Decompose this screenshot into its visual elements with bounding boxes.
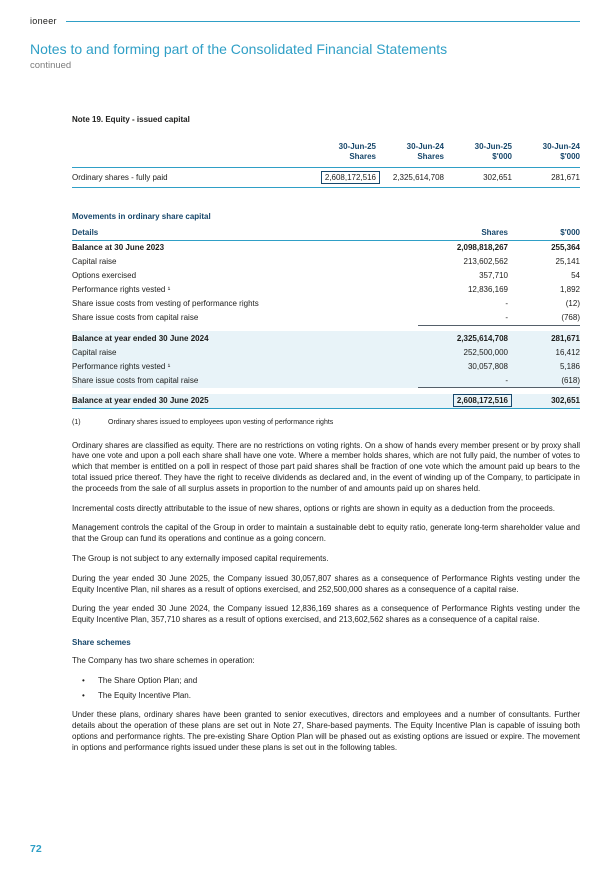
row-label: Balance at year ended 30 June 2025	[72, 394, 418, 409]
bullet-icon: •	[82, 675, 85, 685]
note-heading: Note 19. Equity - issued capital	[72, 114, 190, 124]
bullet-icon: •	[82, 690, 85, 700]
cell-shares: 357,710	[479, 271, 508, 281]
cell-shares: -	[418, 373, 508, 388]
row-label: Share issue costs from vesting of performance rights	[72, 299, 259, 309]
issued-capital-header-row	[72, 140, 580, 167]
page-number: 72	[30, 843, 42, 855]
cell-amount: 302,651	[508, 394, 580, 409]
footnote-marker: (1)	[72, 418, 81, 426]
row-label: Share issue costs from capital raise	[72, 373, 418, 388]
column-header-line: 30-Jun-25	[474, 141, 512, 151]
row-label: Ordinary shares - fully paid	[72, 167, 308, 187]
column-header	[512, 140, 580, 167]
row-label: Capital raise	[72, 257, 117, 267]
column-header	[444, 140, 512, 167]
column-header-amount: $'000	[508, 226, 580, 241]
share-schemes-heading: Share schemes	[72, 637, 131, 647]
row-label: Performance rights vested ¹	[72, 359, 418, 373]
row-label: Options exercised	[72, 271, 137, 281]
cell-amount-current: 302,651	[444, 167, 512, 187]
column-header-line: Shares	[349, 152, 376, 162]
column-header	[376, 140, 444, 167]
cell-amount: 25,141	[555, 257, 580, 267]
cell-shares: 213,602,562	[463, 257, 508, 267]
movements-row	[72, 373, 580, 388]
row-label: Balance at 30 June 2023	[72, 243, 165, 253]
movements-table	[72, 226, 580, 409]
column-header	[308, 140, 376, 167]
row-label: Capital raise	[72, 345, 418, 359]
movements-row	[72, 255, 580, 269]
paragraph: Ordinary shares are classified as equity. There are no restrictions on voting rights. On a show of hands every member present or by proxy shall have one vote and upon a poll each share shall have one vote. Where a member holds shares, which are not fully paid, the number of votes to which that member is entitled on a poll in respect of those part paid shares shall be fraction of one vote which the amount paid up bears to the total issued price thereof. They have the right to receive dividends as declared and, in the event of winding up of the Company, to participate in the proceeds from the sale of all surplus assets in proportion to the number of and amounts paid up on shares held.	[72, 440, 580, 493]
cell-amount: 255,364	[551, 243, 580, 253]
note-content	[72, 115, 580, 754]
column-header-line: 30-Jun-24	[542, 141, 580, 151]
row-label: Balance at year ended 30 June 2024	[72, 331, 418, 345]
row-label: Share issue costs from capital raise	[72, 313, 199, 323]
cell-shares: -	[505, 299, 508, 309]
title-block	[0, 26, 612, 71]
cell-shares: 12,836,169	[467, 285, 508, 295]
share-schemes-closing: Under these plans, ordinary shares have been granted to senior executives, directors and employees and a number of consultants. Further details about the operation of these plans are set out in Note 27, Share-based payments. The Equity Incentive Plan is capable of issuing both options and performance rights. The pre-existing Share Option Plan will be phased out as existing options are issued or expire. The movement in options and performance rights issued under these plans is set out in the following tables.	[72, 710, 580, 752]
movements-row	[72, 269, 580, 283]
cell-amount-prior: 281,671	[512, 167, 580, 187]
paragraph: Incremental costs directly attributable to the issue of new shares, options or rights are shown in equity as a deduction from the proceeds.	[72, 503, 555, 513]
page-subtitle: continued	[30, 59, 72, 71]
cell-shares: -	[418, 311, 508, 326]
column-header-line: Shares	[417, 152, 444, 162]
cell-amount: (12)	[565, 299, 580, 309]
brand-wordmark: ioneer	[30, 16, 57, 26]
movements-row	[72, 283, 580, 297]
column-header-line: 30-Jun-24	[406, 141, 444, 151]
movements-balance-row	[72, 331, 580, 345]
cell-shares: 2,098,818,267	[456, 243, 508, 253]
paragraph: During the year ended 30 June 2024, the Company issued 12,836,169 shares as a consequence of Performance Rights vesting under the Equity Incentive Plan, 357,710 shares as a result of options exercised, and 213,602,562 shares as a consequence of a capital raise.	[72, 604, 580, 625]
boxed-value: 2,608,172,516	[453, 394, 512, 407]
paragraph: Management controls the capital of the Group in order to maintain a sustainable debt to equity ratio, generate long-term shareholder value and that the Group can fund its operations and continue as a going concern.	[72, 523, 580, 544]
movements-row	[72, 297, 580, 311]
column-header-shares: Shares	[418, 226, 508, 241]
cell-shares-current	[308, 167, 376, 187]
column-header-line: $'000	[492, 152, 512, 162]
cell-amount: 54	[571, 271, 580, 281]
movements-row	[72, 240, 580, 255]
column-header-empty	[72, 140, 308, 167]
cell-shares: 252,500,000	[418, 345, 508, 359]
list-item	[72, 691, 580, 702]
cell-amount: 5,186	[508, 359, 580, 373]
column-header-line: 30-Jun-25	[338, 141, 376, 151]
column-header-line: $'000	[560, 152, 580, 162]
cell-amount: 16,412	[508, 345, 580, 359]
paragraph: The Group is not subject to any externally imposed capital requirements.	[72, 553, 329, 563]
cell-amount: (768)	[508, 311, 580, 326]
header-rule	[66, 21, 580, 22]
movements-row	[72, 359, 580, 373]
cell-shares	[418, 394, 508, 409]
issued-capital-table	[72, 140, 580, 188]
share-schemes-intro: The Company has two share schemes in operation:	[72, 655, 255, 665]
cell-amount: (618)	[508, 373, 580, 388]
movements-row	[72, 345, 580, 359]
movements-header-row	[72, 226, 580, 241]
cell-shares: 2,325,614,708	[418, 331, 508, 345]
page-title: Notes to and forming part of the Consolidated Financial Statements	[30, 41, 448, 57]
note-body	[72, 441, 580, 754]
table-row	[72, 167, 580, 187]
cell-amount: 281,671	[508, 331, 580, 345]
paragraph: During the year ended 30 June 2025, the Company issued 30,057,807 shares as a consequence of Performance Rights vesting under the Equity Incentive Plan, nil shares as a result of options exercised, and 252,500,000 shares as a consequence of a capital raise.	[72, 573, 580, 594]
movements-row	[72, 311, 580, 326]
movements-balance-row	[72, 394, 580, 409]
movements-heading: Movements in ordinary share capital	[72, 211, 211, 221]
column-header-details: Details	[72, 226, 418, 241]
list-item-text: The Share Option Plan; and	[98, 675, 198, 685]
footnote	[72, 419, 580, 426]
page-header	[0, 0, 612, 26]
list-item-text: The Equity Incentive Plan.	[98, 690, 191, 700]
list-item	[72, 676, 580, 687]
row-label: Performance rights vested ¹	[72, 285, 171, 295]
boxed-value: 2,608,172,516	[321, 171, 380, 184]
cell-shares: 30,057,808	[418, 359, 508, 373]
footnote-text: Ordinary shares issued to employees upon vesting of performance rights	[108, 418, 334, 426]
cell-shares-prior: 2,325,614,708	[376, 167, 444, 187]
cell-amount: 1,892	[559, 285, 580, 295]
